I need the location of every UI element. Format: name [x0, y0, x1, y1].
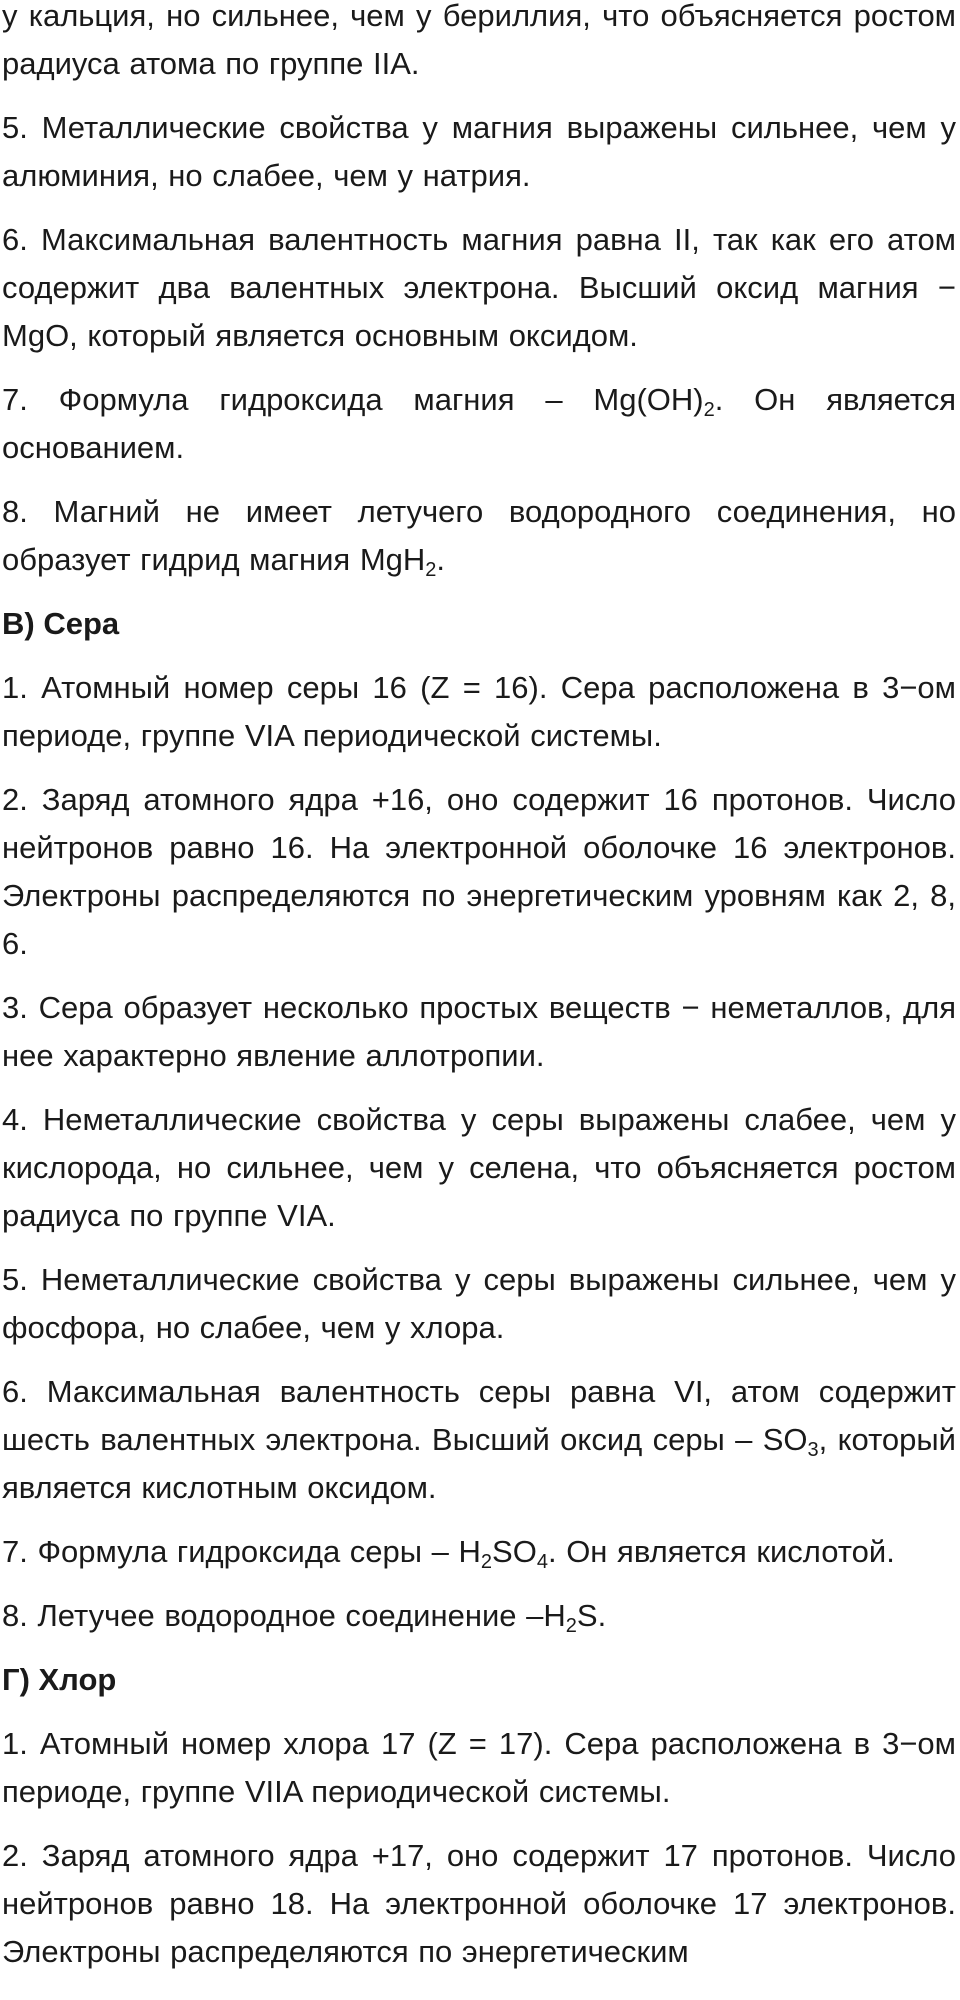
text-run: В) Сера	[2, 606, 120, 641]
paragraph	[2, 488, 956, 584]
text-run: 3. Сера образует несколько простых веществ − неметаллов, для нее характерно явление аллотропии.	[2, 990, 956, 1073]
text-run: 2. Заряд атомного ядра +16, оно содержит 16 протонов. Число нейтронов равно 16. На электронной оболочке 16 электронов. Электроны распределяются по энергетическим уровням как 2, 8, 6.	[2, 782, 956, 961]
paragraph	[2, 664, 956, 760]
text-run: 1. Атомный номер хлора 17 (Z = 17). Сера расположена в 3−ом периоде, группе VIIA периодической системы.	[2, 1726, 956, 1809]
text-run: S.	[576, 1598, 607, 1633]
text-run: , который является кислотным оксидом.	[2, 1422, 956, 1505]
paragraph	[2, 1720, 956, 1816]
paragraph	[2, 1096, 956, 1240]
subscript: 2	[703, 399, 715, 421]
subscript: 3	[807, 1439, 819, 1461]
paragraph	[2, 1368, 956, 1512]
paragraph	[2, 1256, 956, 1352]
text-run: 6. Максимальная валентность серы равна VI, атом содержит шесть валентных электрона. Высший оксид серы – SO	[2, 1374, 956, 1457]
text-run: 5. Металлические свойства у магния выражены сильнее, чем у алюминия, но слабее, чем у натрия.	[2, 110, 956, 193]
text-run: 7. Формула гидроксида магния – Mg(OH)	[2, 382, 704, 417]
text-run: SO	[492, 1534, 537, 1569]
text-run: 2. Заряд атомного ядра +17, оно содержит 17 протонов. Число нейтронов равно 18. На электронной оболочке 17 электронов. Электроны распределяются по энергетическим	[2, 1838, 956, 1969]
subscript: 4	[536, 1551, 548, 1573]
text-run: Г) Хлор	[2, 1662, 117, 1697]
paragraph	[2, 1528, 956, 1576]
text-run: 6. Максимальная валентность магния равна II, так как его атом содержит два валентных электрона. Высший оксид магния − MgO, который является основным оксидом.	[2, 222, 956, 353]
paragraph	[2, 376, 956, 472]
subscript: 2	[480, 1551, 493, 1573]
paragraph	[2, 776, 956, 968]
text-run: 8. Магний не имеет летучего водородного соединения, но образует гидрид магния MgH	[2, 494, 956, 577]
text-run: 8. Летучее водородное соединение –H	[2, 1598, 566, 1633]
section-heading	[2, 600, 956, 648]
text-run: . Он является кислотой.	[547, 1534, 895, 1569]
document-body	[2, 0, 956, 1976]
text-run: . Он является основанием.	[2, 382, 956, 465]
text-run: .	[436, 542, 446, 577]
paragraph	[2, 984, 956, 1080]
paragraph	[2, 104, 956, 200]
paragraph	[2, 1592, 956, 1640]
text-run: 7. Формула гидроксида серы – H	[2, 1534, 481, 1569]
text-run: 4. Неметаллические свойства у серы выражены слабее, чем у кислорода, но сильнее, чем у селена, что объясняется ростом радиуса по группе VIA.	[2, 1102, 956, 1233]
paragraph	[2, 216, 956, 360]
text-run: у кальция, но сильнее, чем у бериллия, что объясняется ростом радиуса атома по группе IIA.	[2, 0, 956, 81]
paragraph	[2, 0, 956, 88]
text-run: 5. Неметаллические свойства у серы выражены сильнее, чем у фосфора, но слабее, чем у хлора.	[2, 1262, 956, 1345]
subscript: 2	[565, 1615, 577, 1637]
paragraph	[2, 1832, 956, 1976]
subscript: 2	[425, 559, 437, 581]
section-heading	[2, 1656, 956, 1704]
text-run: 1. Атомный номер серы 16 (Z = 16). Сера расположена в 3−ом периоде, группе VIA периодической системы.	[2, 670, 956, 753]
